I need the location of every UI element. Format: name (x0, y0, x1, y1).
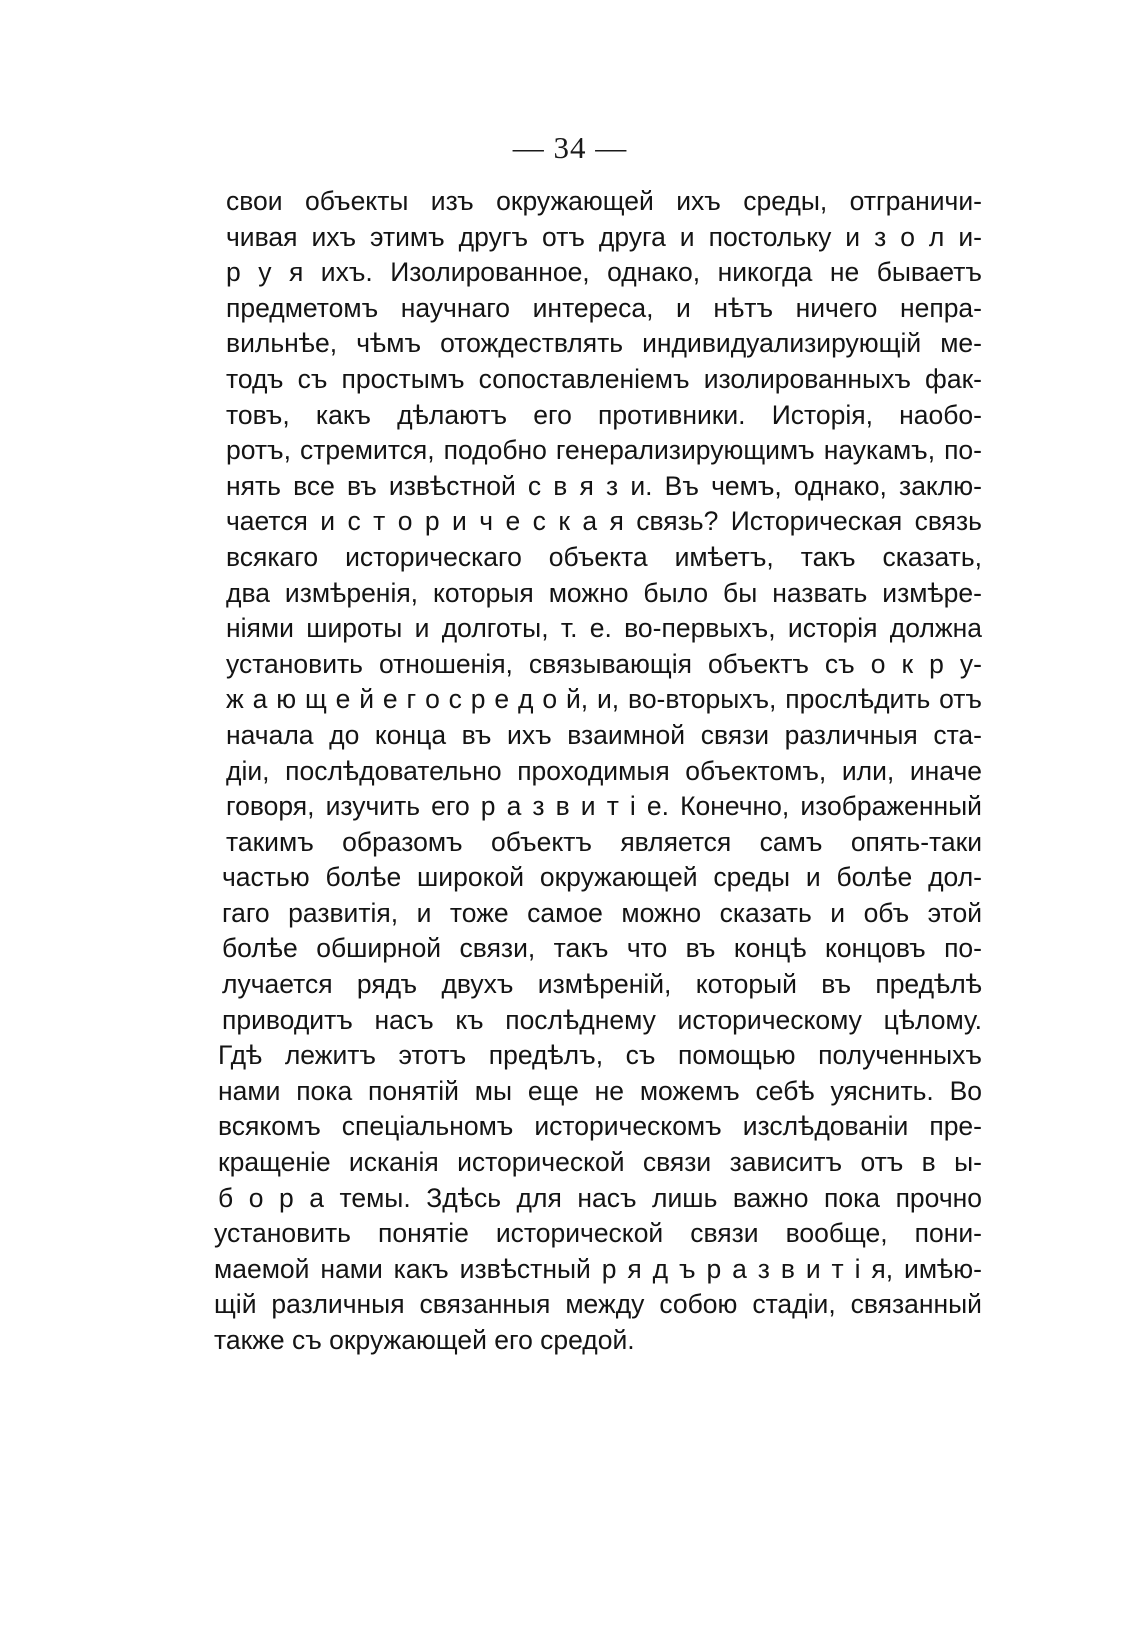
text-line: два измѣренія, которыя можно было бы назвать измѣре- (226, 577, 982, 608)
text-line: ж а ю щ е й е г о с р е д о й, и, во-вторыхъ, прослѣдить отъ (226, 684, 982, 715)
text-line: всякомъ спеціальномъ историческомъ изслѣдованіи пре- (218, 1111, 982, 1142)
text-line: болѣе обширной связи, такъ что въ концѣ концовъ по- (222, 933, 982, 964)
text-line: частью болѣе широкой окружающей среды и болѣе дол- (222, 862, 982, 893)
text-line: тодъ съ простымъ сопоставленіемъ изолированныхъ фак- (226, 363, 982, 394)
text-line: свои объекты изъ окружающей ихъ среды, отграничи- (226, 186, 982, 216)
text-line: р у я ихъ. Изолированное, однако, никогда не бываетъ (226, 257, 982, 288)
text-line: установить отношенія, связывающія объектъ съ о к р у- (226, 648, 982, 679)
text-line: вильнѣе, чѣмъ отождествлять индивидуализирующій ме- (226, 328, 982, 359)
text-line: товъ, какъ дѣлаютъ его противники. Исторія, наобо- (226, 399, 982, 430)
text-line: такимъ образомъ объектъ является самъ опять-таки (226, 826, 982, 857)
text-line: маемой нами какъ извѣстный р я д ъ р а з в и т і я, имѣю- (214, 1253, 982, 1284)
text-line: чается и с т о р и ч е с к а я связь? Историческая связь (226, 506, 982, 537)
text-line: установить понятіе исторической связи вообще, пони- (214, 1218, 982, 1249)
text-line: говоря, изучить его р а з в и т і е. Конечно, изображенный (226, 791, 982, 822)
text-line: ніями широты и долготы, т. е. во-первыхъ, исторія должна (226, 613, 982, 644)
text-line: лучается рядъ двухъ измѣреній, который въ предѣлѣ (222, 969, 982, 1000)
text-line: предметомъ научнаго интереса, и нѣтъ ничего непра- (226, 292, 982, 323)
text-line: кращеніе исканія исторической связи зависитъ отъ в ы- (218, 1147, 982, 1178)
text-line: чивая ихъ этимъ другъ отъ друга и постольку и з о л и- (226, 221, 982, 252)
text-line: нами пока понятій мы еще не можемъ себѣ уяснить. Во (218, 1075, 982, 1106)
text-line: всякаго историческаго объекта имѣетъ, такъ сказать, (226, 541, 982, 572)
text-line: щій различныя связанныя между собою стадіи, связанный (214, 1289, 982, 1320)
text-line: гаго развитія, и тоже самое можно сказать и объ этой (222, 897, 982, 928)
text-line: также съ окружающей его средой. (214, 1325, 635, 1355)
text-line: начала до конца въ ихъ взаимной связи различныя ста- (226, 719, 982, 750)
body-text (214, 184, 982, 1359)
text-line: нять все въ извѣстной с в я з и. Въ чемъ, однако, заклю- (226, 470, 982, 501)
page-number: — 34 — (512, 130, 628, 165)
text-line: б о р а темы. Здѣсь для насъ лишь важно пока прочно (218, 1182, 982, 1213)
text-line: приводитъ насъ къ послѣднему историческому цѣлому. (222, 1004, 982, 1035)
text-line: ротъ, стремится, подобно генерализирующимъ наукамъ, по- (226, 435, 982, 466)
text-line: Гдѣ лежитъ этотъ предѣлъ, съ помощью полученныхъ (218, 1040, 982, 1071)
text-line: діи, послѣдовательно проходимыя объектомъ, или, иначе (226, 755, 982, 786)
